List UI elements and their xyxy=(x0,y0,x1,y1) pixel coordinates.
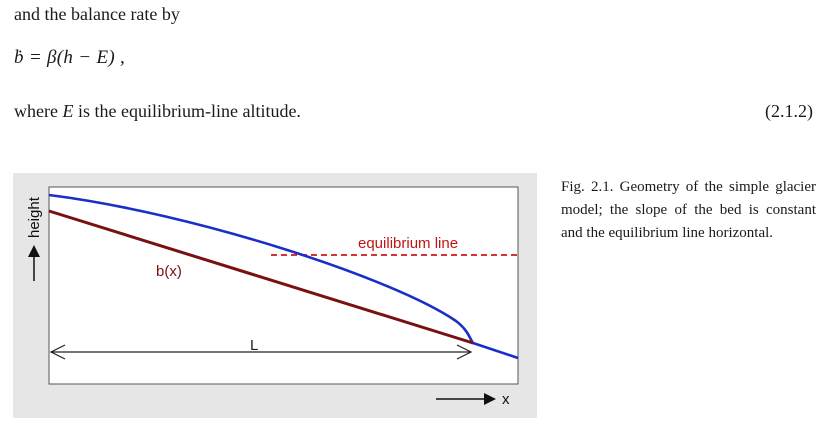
x-axis-label: x xyxy=(502,391,510,408)
balance-rate-equation xyxy=(14,47,125,69)
bed-label: b(x) xyxy=(156,263,182,280)
height-axis-arrowhead xyxy=(28,245,40,257)
equation-lhs: ḃ xyxy=(14,47,24,68)
length-label: L xyxy=(250,337,259,354)
figure-caption: Fig. 2.1. Geometry of the simple glacier model; the slope of the bed is constant and the equilibrium line horizontal. xyxy=(561,179,816,241)
equation-rhs: = β(h − E) , xyxy=(23,47,126,68)
where-variable: E xyxy=(62,101,74,121)
equilibrium-label: equilibrium line xyxy=(358,235,459,252)
equation-number: (2.1.2) xyxy=(765,101,813,121)
x-axis-arrowhead xyxy=(484,393,496,405)
figure-panel xyxy=(13,173,537,418)
glacier-diagram xyxy=(13,173,537,418)
height-axis-label: height xyxy=(26,197,43,238)
where-prefix: where xyxy=(14,101,63,121)
intro-text: and the balance rate by xyxy=(14,4,180,24)
where-suffix: is the equilibrium-line altitude. xyxy=(73,101,301,121)
where-text xyxy=(14,101,301,122)
